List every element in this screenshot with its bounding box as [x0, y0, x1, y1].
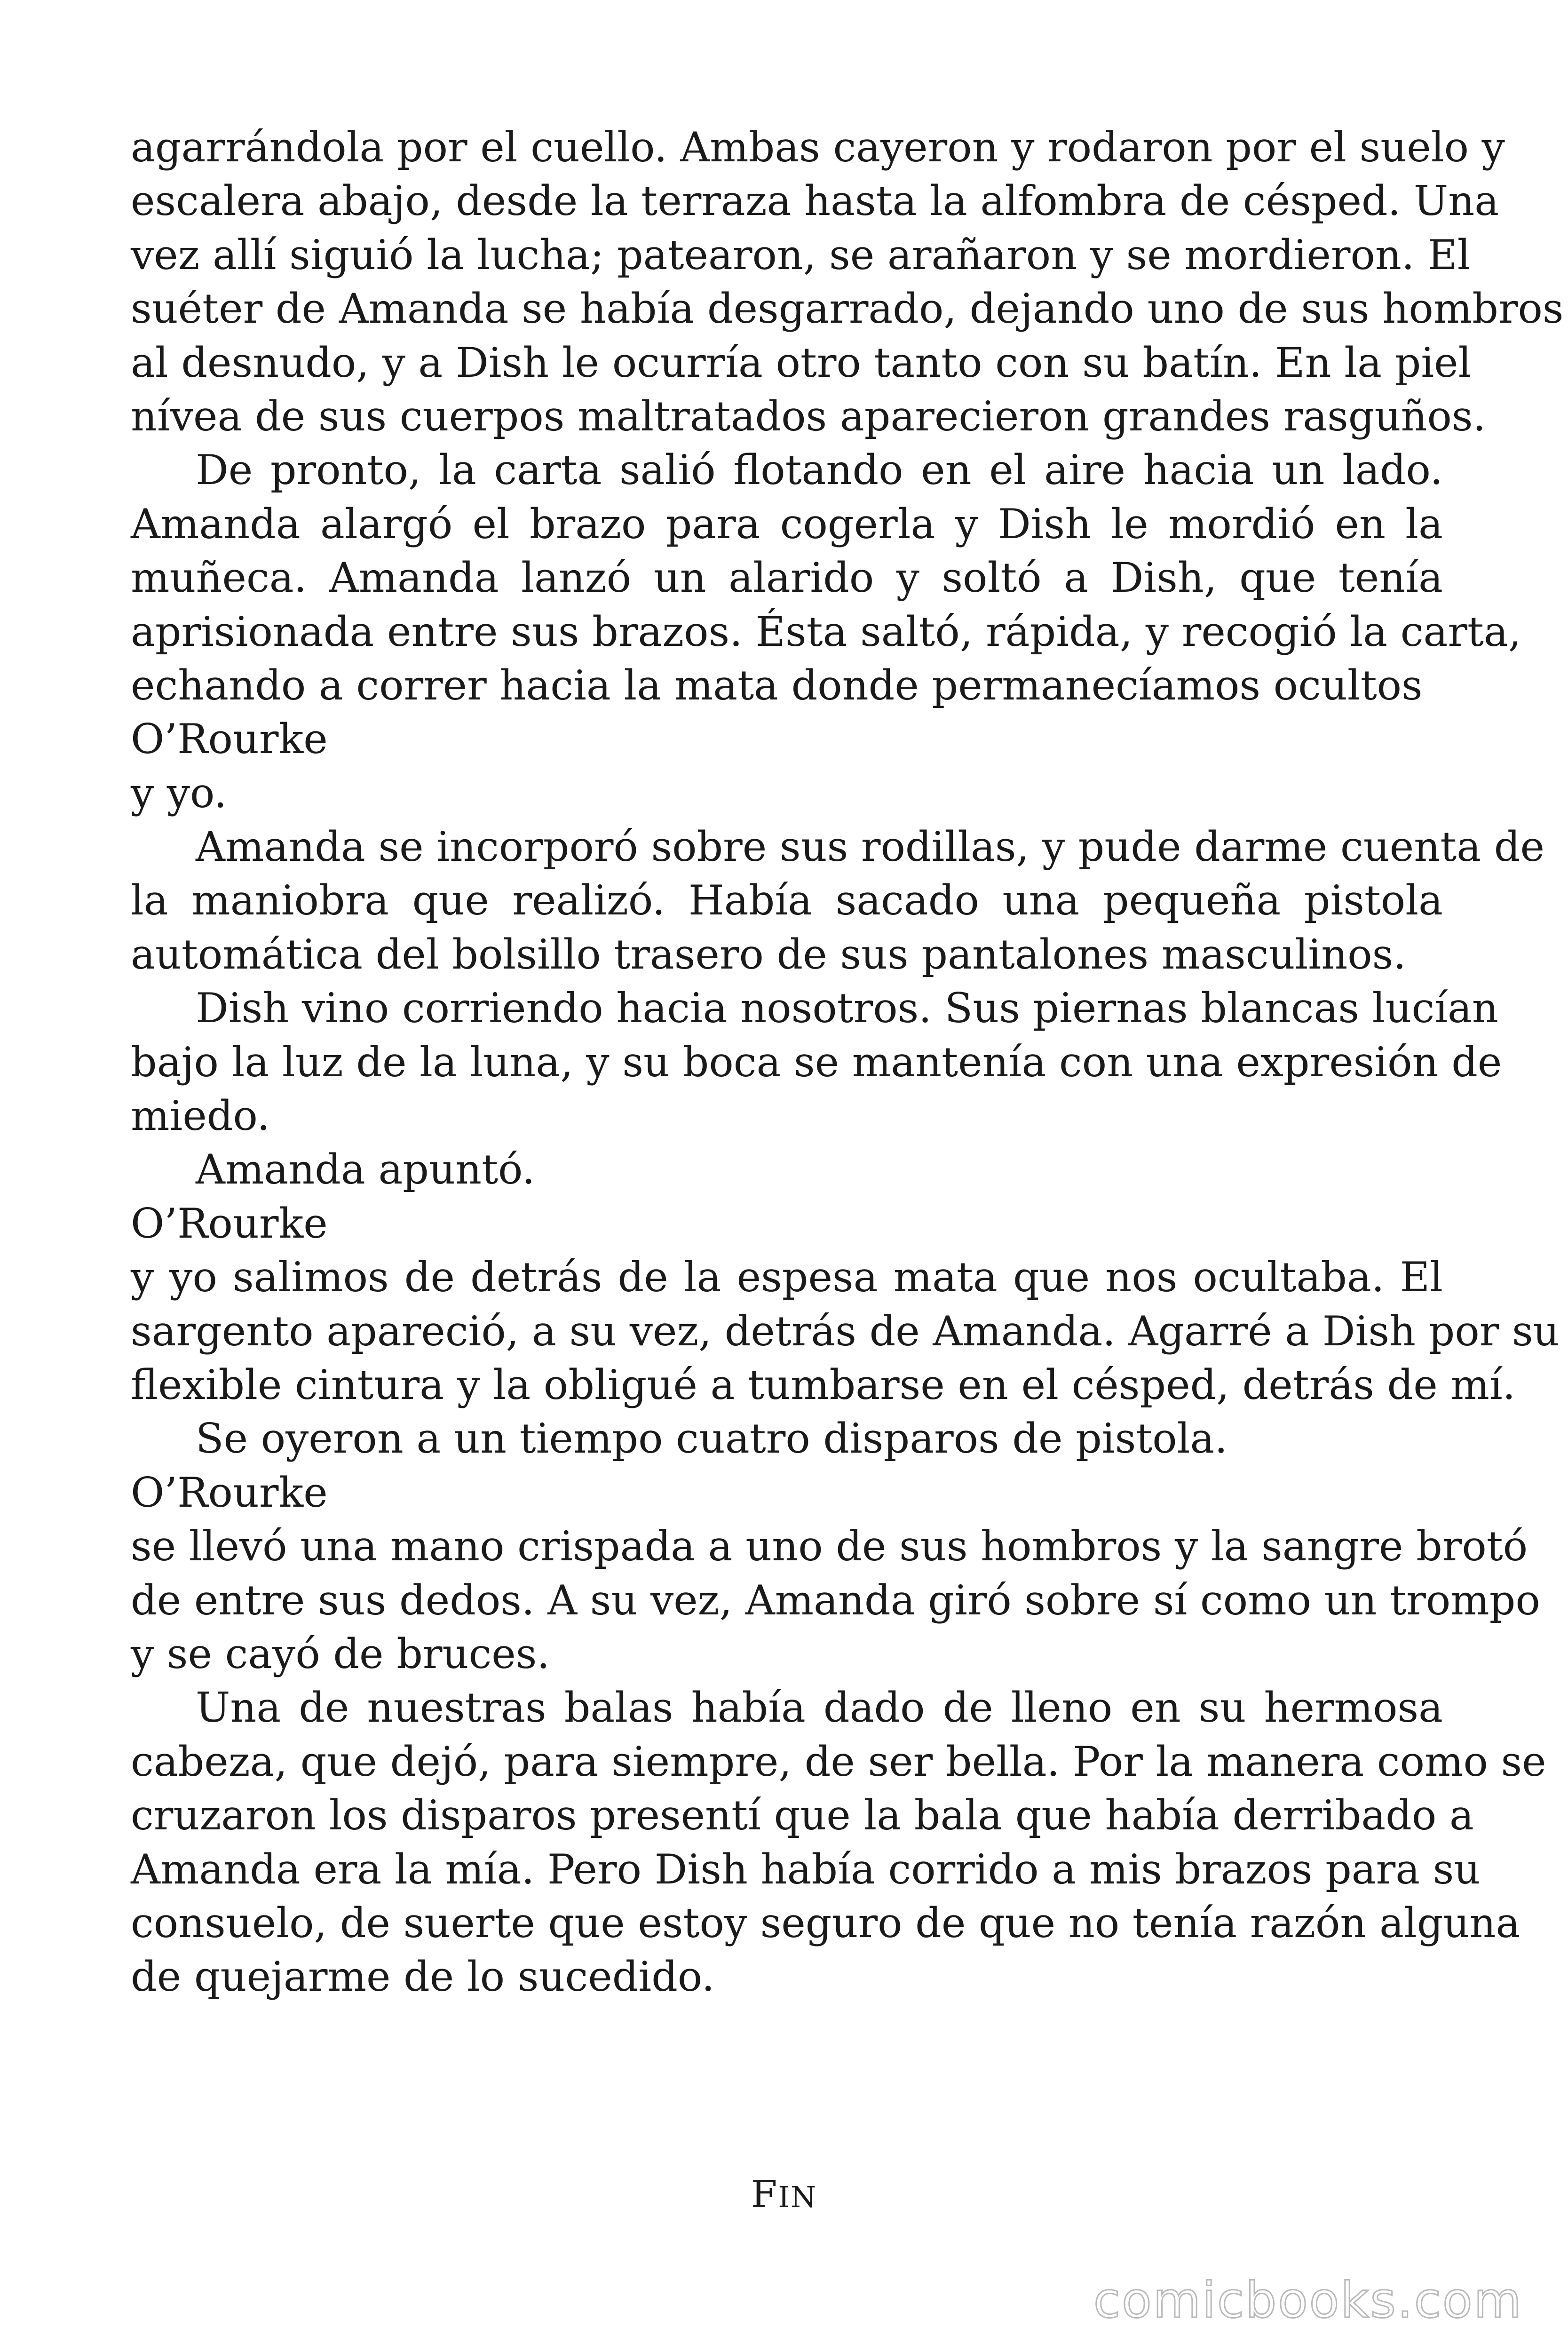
text-line: miedo.	[131, 1092, 270, 1140]
end-mark-initial: F	[751, 2172, 778, 2216]
text-line: al desnudo, y a Dish le ocurría otro tanto con su batín. En la piel	[131, 338, 1472, 387]
text-line: De pronto, la carta salió flotando en el aire hacia un lado.	[196, 446, 1443, 494]
end-mark	[0, 2171, 1568, 2221]
text-line: se llevó una mano crispada a uno de sus hombros y la sangre brotó	[131, 1522, 1528, 1571]
text-line: sargento apareció, a su vez, detrás de Amanda. Agarré a Dish por su	[131, 1307, 1560, 1355]
text-line: y yo salimos de detrás de la espesa mata que nos ocultaba. El	[131, 1253, 1443, 1302]
text-line: aprisionada entre sus brazos. Ésta saltó, rápida, y recogió la carta,	[131, 607, 1521, 656]
text-line: de entre sus dedos. A su vez, Amanda giró sobre sí como un trompo	[131, 1576, 1540, 1624]
text-line: O’Rourke	[131, 1468, 328, 1517]
end-mark-rest: IN	[778, 2180, 817, 2214]
text-line: suéter de Amanda se había desgarrado, dejando uno de sus hombros	[131, 285, 1564, 333]
text-line: Una de nuestras balas había dado de lleno en su hermosa	[196, 1684, 1443, 1732]
text-line: flexible cintura y la obligué a tumbarse en el césped, detrás de mí.	[131, 1360, 1516, 1409]
text-line: escalera abajo, desde la terraza hasta la alfombra de césped. Una	[131, 177, 1499, 225]
text-line: Amanda apuntó.	[196, 1145, 535, 1194]
text-line: de quejarme de lo sucedido.	[131, 1953, 715, 2001]
text-line: y se cayó de bruces.	[131, 1629, 550, 1678]
text-line: vez allí siguió la lucha; patearon, se arañaron y se mordieron. El	[131, 230, 1471, 279]
text-line: Se oyeron a un tiempo cuatro disparos de pistola.	[196, 1414, 1228, 1463]
text-line: y yo.	[131, 769, 227, 817]
text-line: O’Rourke	[131, 1199, 328, 1248]
text-line: Amanda era la mía. Pero Dish había corrido a mis brazos para su	[131, 1845, 1481, 1893]
text-line: cabeza, que dejó, para siempre, de ser bella. Por la manera como se	[131, 1737, 1546, 1786]
text-line: Amanda se incorporó sobre sus rodillas, y pude darme cuenta de	[196, 823, 1544, 871]
text-line: nívea de sus cuerpos maltratados aparecieron grandes rasguños.	[131, 392, 1486, 440]
text-line: muñeca. Amanda lanzó un alarido y soltó a Dish, que tenía	[131, 554, 1443, 602]
text-line: automática del bolsillo trasero de sus pantalones masculinos.	[131, 930, 1406, 978]
text-line: agarrándola por el cuello. Ambas cayeron y rodaron por el suelo y	[131, 123, 1505, 171]
watermark: comicbooks.com	[1093, 2272, 1523, 2329]
text-line: Amanda alargó el brazo para cogerla y Dish le mordió en la	[131, 500, 1443, 548]
text-line: echando a correr hacia la mata donde permanecíamos ocultos	[131, 661, 1423, 709]
text-line: Dish vino corriendo hacia nosotros. Sus piernas blancas lucían	[196, 984, 1498, 1033]
text-line: cruzaron los disparos presentí que la bala que había derribado a	[131, 1791, 1474, 1840]
text-line: O’Rourke	[131, 715, 328, 763]
text-line: bajo la luz de la luna, y su boca se mantenía con una expresión de	[131, 1038, 1502, 1086]
page-text	[131, 120, 1564, 2004]
text-line: la maniobra que realizó. Había sacado una pequeña pistola	[131, 876, 1443, 925]
text-line: consuelo, de suerte que estoy seguro de que no tenía razón alguna	[131, 1899, 1520, 1947]
